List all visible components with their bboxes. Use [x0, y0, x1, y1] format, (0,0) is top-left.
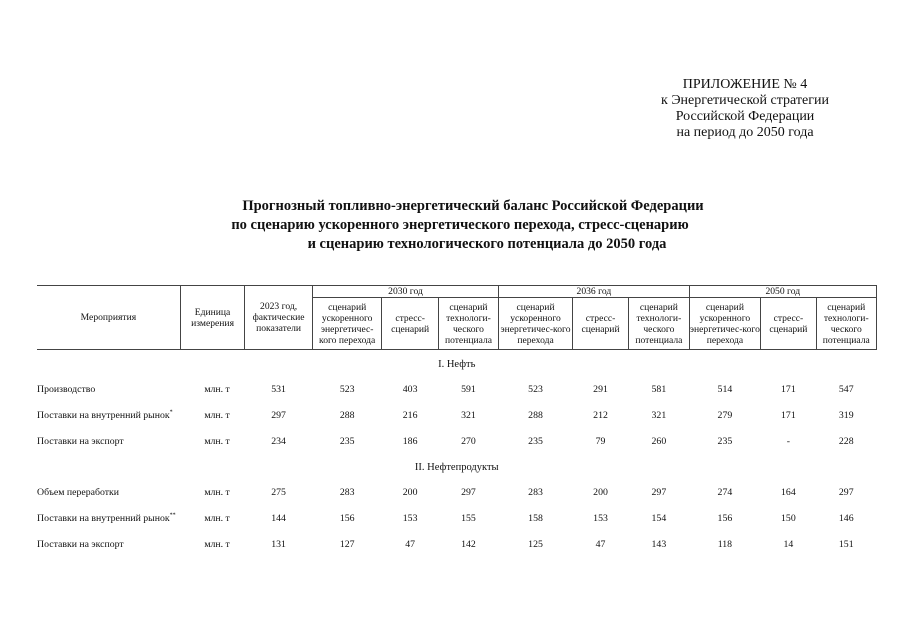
table-cell: 186	[402, 436, 418, 447]
table-cell: 270	[461, 436, 476, 447]
table-cell: 297	[838, 487, 854, 498]
section-title: I. Нефть	[438, 359, 476, 370]
table-row	[37, 427, 877, 453]
table-cell: 321	[651, 410, 667, 421]
table-cell: 228	[838, 436, 854, 447]
table-cell: 235	[339, 436, 355, 447]
table-cell: 403	[402, 384, 418, 395]
row-label	[37, 530, 180, 556]
row-unit: млн. т	[204, 410, 230, 421]
row-label-text: Поставки на экспорт	[37, 436, 124, 447]
header-scenario-tech: сценарий технологи-ческого потенциала	[438, 298, 498, 350]
table-cell: 200	[402, 487, 418, 498]
section-header-row	[37, 453, 877, 478]
table-cell: 200	[593, 487, 608, 498]
header-scenario-stress: стресс-сценарий	[382, 298, 438, 350]
table-cell: 235	[717, 436, 733, 447]
table-cell: 288	[339, 410, 355, 421]
row-unit: млн. т	[204, 436, 230, 447]
header-year-2036: 2036 год	[499, 286, 689, 298]
table-cell: 547	[838, 384, 854, 395]
appendix-line: к Энергетической стратегии	[661, 93, 829, 108]
table-cell: 531	[271, 384, 286, 395]
header-scenario-accelerated: сценарий ускоренного энергетичес-кого перехода	[499, 298, 573, 350]
row-label-text: Поставки на экспорт	[37, 539, 124, 550]
title-line: по сценарию ускоренного энергетического перехода, стресс-сценарию	[231, 217, 689, 233]
table-cell: 319	[838, 410, 854, 421]
section-header-row	[37, 350, 877, 376]
table-row	[37, 530, 877, 556]
table-cell: 156	[717, 513, 733, 524]
table-cell: 153	[593, 513, 608, 524]
header-scenario-tech: сценарий технологи-ческого потенциала	[629, 298, 689, 350]
table-cell: 153	[402, 513, 418, 524]
table-row	[37, 375, 877, 401]
table-cell: 127	[339, 539, 355, 550]
table-row	[37, 478, 877, 504]
table-row	[37, 504, 877, 530]
table-cell: 288	[528, 410, 543, 421]
row-unit: млн. т	[204, 513, 230, 524]
table-cell: 142	[461, 539, 476, 550]
row-unit: млн. т	[204, 384, 230, 395]
row-label-text: Производство	[37, 384, 96, 395]
table-cell: 514	[717, 384, 733, 395]
table-cell: 297	[651, 487, 667, 498]
table-cell: 143	[651, 539, 667, 550]
table-cell: 150	[781, 513, 796, 524]
table-header	[37, 286, 877, 350]
table-cell: 118	[717, 539, 733, 550]
table-cell: 275	[271, 487, 286, 498]
document-title	[140, 197, 780, 254]
footnote-mark: *	[169, 409, 173, 416]
table-cell: 523	[528, 384, 543, 395]
row-label	[37, 478, 180, 504]
row-label-text: Поставки на внутренний рынок	[37, 513, 170, 524]
table-cell: 260	[651, 436, 667, 447]
table-cell: 171	[781, 384, 796, 395]
header-unit: Единица измерения	[180, 286, 244, 350]
row-label	[37, 504, 180, 530]
row-unit: млн. т	[204, 487, 230, 498]
header-scenario-accelerated: сценарий ускоренного энергетичес-кого перехода	[312, 298, 382, 350]
header-year-2030: 2030 год	[312, 286, 498, 298]
header-year-2050: 2050 год	[689, 286, 876, 298]
header-measures: Мероприятия	[37, 286, 180, 350]
table-cell: 125	[528, 539, 543, 550]
table-row	[37, 401, 877, 427]
table-cell: 283	[528, 487, 543, 498]
table-cell: 144	[271, 513, 286, 524]
row-label	[37, 427, 180, 453]
table-cell: 591	[461, 384, 476, 395]
table-cell: 297	[461, 487, 476, 498]
table-cell: 297	[271, 410, 286, 421]
table-cell: 131	[271, 539, 286, 550]
table-cell: 79	[595, 436, 606, 447]
row-label-text: Поставки на внутренний рынок	[37, 410, 170, 421]
header-scenario-stress: стресс-сценарий	[761, 298, 816, 350]
table-cell: 291	[593, 384, 608, 395]
table-cell: 47	[595, 539, 606, 550]
table-cell: 158	[528, 513, 543, 524]
table-cell: 234	[271, 436, 286, 447]
row-unit: млн. т	[204, 539, 230, 550]
table-cell: 164	[781, 487, 796, 498]
header-2023-actual: 2023 год, фактические показатели	[245, 286, 313, 350]
table-cell: -	[786, 436, 790, 447]
table-cell: 321	[461, 410, 476, 421]
table-cell: 279	[717, 410, 733, 421]
row-label-text: Объем переработки	[37, 487, 120, 498]
footnote-mark: **	[169, 512, 176, 519]
header-scenario-tech: сценарий технологи-ческого потенциала	[816, 298, 877, 350]
table-cell: 581	[651, 384, 667, 395]
table-cell: 14	[783, 539, 794, 550]
table-cell: 523	[339, 384, 355, 395]
appendix-line: на период до 2050 года	[676, 125, 814, 140]
table-cell: 212	[593, 410, 608, 421]
header-scenario-stress: стресс-сценарий	[572, 298, 628, 350]
table-cell: 146	[838, 513, 854, 524]
appendix-title: ПРИЛОЖЕНИЕ № 4	[682, 77, 808, 92]
appendix-line: Российской Федерации	[675, 109, 815, 124]
table-body	[37, 350, 877, 557]
table-cell: 151	[838, 539, 854, 550]
table-cell: 154	[651, 513, 667, 524]
header-scenario-accelerated: сценарий ускоренного энергетичес-кого перехода	[689, 298, 761, 350]
table-cell: 47	[405, 539, 416, 550]
table-cell: 283	[339, 487, 355, 498]
table-cell: 156	[339, 513, 355, 524]
section-title: II. Нефтепродукты	[414, 462, 499, 473]
table-cell: 235	[528, 436, 543, 447]
title-line: и сценарию технологического потенциала до 2050 года	[307, 236, 667, 252]
row-label	[37, 401, 180, 427]
title-line: Прогнозный топливно-энергетический баланс Российской Федерации	[242, 198, 704, 214]
table-cell: 274	[717, 487, 733, 498]
table-cell: 155	[461, 513, 476, 524]
appendix-block	[600, 77, 890, 141]
row-label	[37, 375, 180, 401]
table-cell: 216	[402, 410, 418, 421]
fuel-energy-balance-table	[37, 285, 877, 556]
table-cell: 171	[781, 410, 796, 421]
